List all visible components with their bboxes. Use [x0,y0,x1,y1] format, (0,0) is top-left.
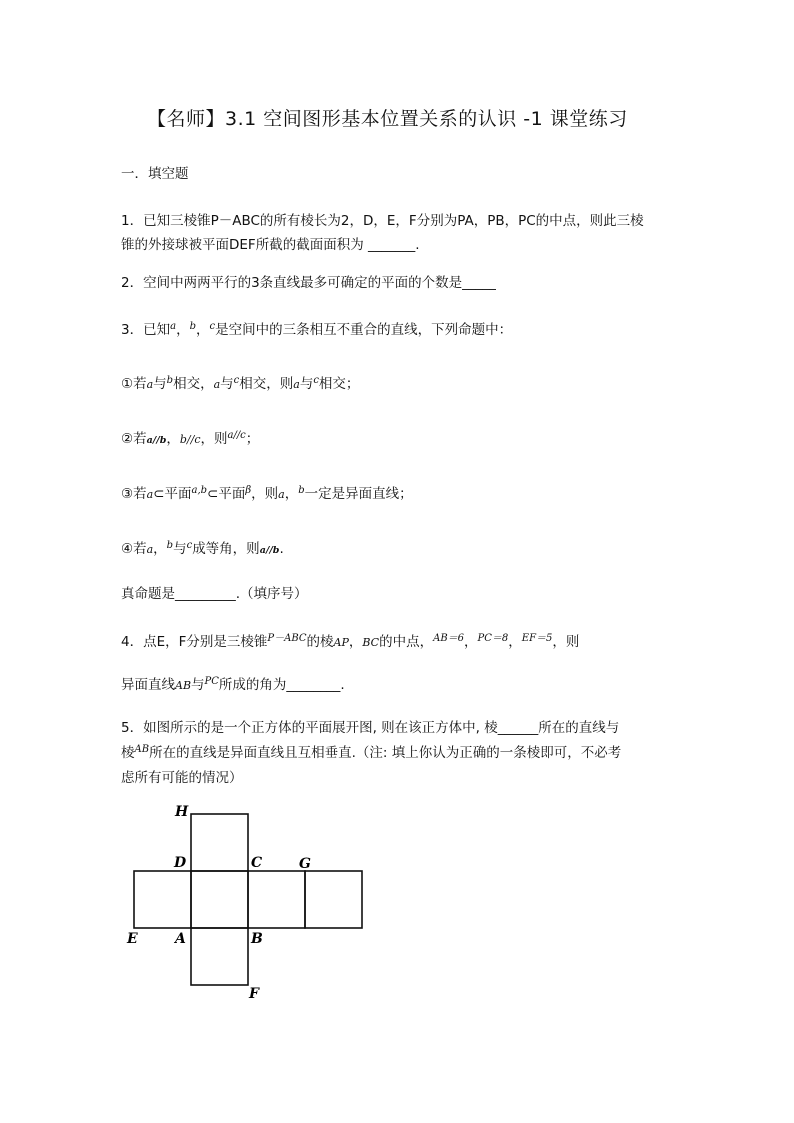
text: ④若 [121,541,147,557]
text: . [279,541,284,557]
var-a: a [146,488,154,501]
text: ，则 [552,634,580,650]
comma: ， [195,322,210,338]
text: 与 [191,677,205,693]
text: ， [508,634,522,650]
section-heading: 一．填空题 [121,166,189,182]
comma: ， [176,322,190,338]
question-2: 2．空间中两两平行的3条直线最多可确定的平面的个数是_____ [121,275,496,291]
text: ， [284,486,299,502]
proposition-4 [121,537,284,557]
text: ； [245,431,260,447]
label-a: A [175,931,186,947]
math-a-parallel-b: a//b [146,435,167,446]
text: 棱 [121,745,135,761]
text: 异面直线 [121,677,175,693]
math-bc: BC [362,636,380,649]
text: 所成的角为________. [218,677,345,693]
question-4-line-1 [121,630,579,650]
var-b: b [298,485,305,496]
math-a-parallel-c: a//c [227,430,246,441]
text: 的中点， [379,634,434,650]
text: ①若 [121,376,147,392]
proposition-1 [121,372,359,392]
text: ， [348,634,363,650]
math-ef-5: EF＝5 [521,633,553,644]
square-bottom [191,928,248,985]
text: 的棱 [306,634,334,650]
math-b-parallel-c: b//c [179,433,201,446]
text: 一定是异面直线； [304,486,413,502]
text: 成等角，则 [192,541,260,557]
text: 与 [153,376,167,392]
text: ②若 [121,431,147,447]
math-pc-8: PC＝8 [477,633,509,644]
text: ， [153,541,167,557]
question-1-line-1: 1．已知三棱锥P－ABC的所有棱长为2，D，E，F分别为PA，PB，PC的中点，则此三棱 [121,213,644,229]
text: 与 [173,541,187,557]
text: ⊂平面 [153,486,192,502]
label-b: B [251,931,263,947]
text: 相交， [173,376,214,392]
var-b: b [166,540,174,551]
var-a: a [293,378,300,391]
text: 所在的直线是异面直线且互相垂直.（注: 填上你认为正确的一条棱即可，不必考 [149,745,622,761]
text: 相交，则 [239,376,294,392]
math-ab: AB [175,679,192,692]
math-ab: AB [134,744,150,755]
var-b: b [166,375,174,386]
proposition-3 [121,482,413,502]
text: ， [464,634,478,650]
question-3-stem [121,318,512,338]
text: ， [166,431,180,447]
label-f: F [249,986,259,1002]
text: ，则 [251,486,279,502]
var-a: a [146,543,154,556]
q3-stem-post: 是空间中的三条相互不重合的直线，下列命题中： [215,322,513,338]
var-beta: β [245,485,252,496]
var-a: a [213,378,221,391]
square-top [191,814,248,871]
q3-stem-pre: 3．已知 [121,322,171,338]
math-a-parallel-b: a//b [259,545,280,556]
label-d: D [174,855,187,871]
square-right-2 [305,871,362,928]
var-a: a [278,488,285,501]
text: 4．点E，F分别是三棱锥 [121,634,268,650]
text: ③若 [121,486,147,502]
var-c: c [233,375,240,386]
text: ，则 [200,431,228,447]
math-a-b: a,b [191,485,208,496]
var-b: b [189,321,196,332]
var-c: c [209,321,216,332]
question-1-line-2: 锥的外接球被平面DEF所截的截面面积为 _______. [121,237,420,253]
var-a: a [170,321,177,332]
page-title: 【名师】3.1 空间图形基本位置关系的认识 -1 课堂练习 [147,108,628,130]
label-e: E [127,931,138,947]
label-h: H [175,804,189,820]
text: 相交； [318,376,360,392]
var-c: c [313,375,319,386]
text: 与 [220,376,234,392]
math-pc: PC [204,676,219,687]
question-3-answer: 真命题是_________.（填序号） [121,586,308,602]
square-left [134,871,191,928]
var-c: c [186,540,193,551]
math-ab-6: AB＝6 [433,633,465,644]
question-5-line-1: 5．如图所示的是一个正方体的平面展开图, 则在该正方体中, 棱______所在的直线与 [121,720,620,736]
question-5-line-3: 虑所有可能的情况） [121,770,243,786]
question-4-line-2 [121,673,345,693]
math-p-abc: P－ABC [267,633,307,644]
math-ap: AP [333,636,349,649]
proposition-2 [121,427,259,447]
square-right-1 [248,871,305,928]
text: 与 [299,376,314,392]
question-5-line-2 [121,741,621,761]
label-g: G [299,856,311,872]
label-c: C [251,855,263,871]
cube-net-squares [134,814,362,985]
text: ⊂平面 [207,486,246,502]
square-center [191,871,248,928]
var-a: a [146,378,154,391]
